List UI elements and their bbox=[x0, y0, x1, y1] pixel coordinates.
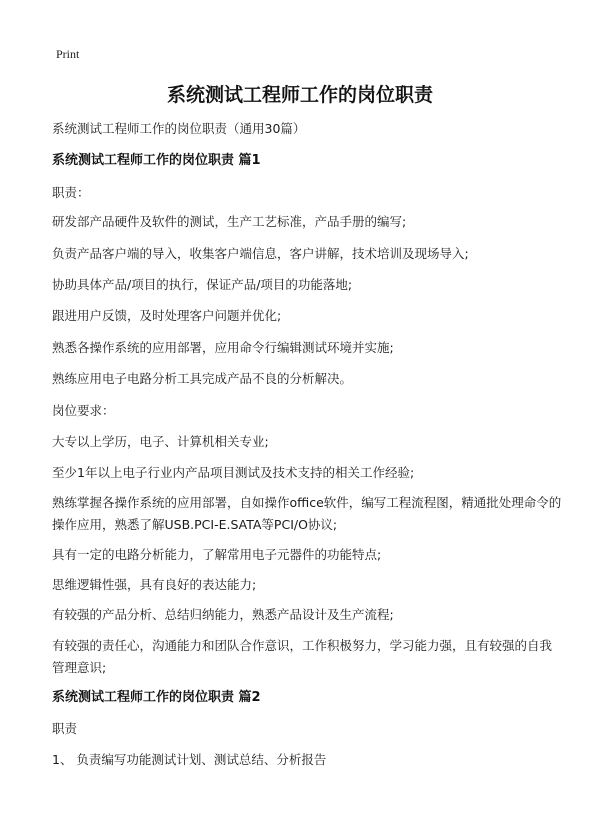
section1-duties-label: 职责： bbox=[52, 185, 90, 200]
document-subtitle: 系统测试工程师工作的岗位职责（通用30篇） bbox=[52, 121, 306, 136]
section2-item: 1、 负责编写功能测试计划、测试总结、分析报告 bbox=[52, 752, 327, 767]
requirement-item: 具有一定的电路分析能力，了解常用电子元器件的功能特点; bbox=[52, 547, 382, 562]
requirement-item: 有较强的责任心，沟通能力和团队合作意识，工作积极努力，学习能力强，且有较强的自我管理意识; bbox=[52, 638, 553, 675]
duty-item: 负责产品客户端的导入，收集客户端信息，客户讲解，技术培训及现场导入; bbox=[52, 246, 469, 261]
duty-item: 熟练应用电子电路分析工具完成产品不良的分析解决。 bbox=[52, 371, 353, 386]
requirement-item: 大专以上学历，电子、计算机相关专业; bbox=[52, 434, 269, 449]
duty-item: 跟进用户反馈，及时处理客户问题并优化; bbox=[52, 308, 282, 323]
duty-item: 研发部产品硬件及软件的测试，生产工艺标准，产品手册的编写; bbox=[52, 214, 407, 229]
section2-duties-label: 职责 bbox=[52, 721, 78, 736]
requirement-item: 有较强的产品分析、总结归纳能力，熟悉产品设计及生产流程; bbox=[52, 607, 394, 622]
section2-heading: 系统测试工程师工作的岗位职责 篇2 bbox=[52, 690, 261, 705]
duty-item: 协助具体产品/项目的执行，保证产品/项目的功能落地; bbox=[52, 277, 353, 292]
requirement-item: 至少1年以上电子行业内产品项目测试及技术支持的相关工作经验; bbox=[52, 465, 415, 480]
requirement-item: 思维逻辑性强，具有良好的表达能力; bbox=[52, 577, 257, 592]
document-title: 系统测试工程师工作的岗位职责 bbox=[166, 84, 433, 106]
print-label[interactable]: Print bbox=[56, 47, 80, 61]
section1-heading: 系统测试工程师工作的岗位职责 篇1 bbox=[52, 153, 261, 168]
duty-item: 熟悉各操作系统的应用部署，应用命令行编辑测试环境并实施; bbox=[52, 340, 394, 355]
section1-requirements-label: 岗位要求： bbox=[52, 403, 115, 418]
requirement-item: 熟练掌握各操作系统的应用部署，自如操作office软件，编写工程流程图，精通批处理命令的操作应用，熟悉了解USB.PCI-E.SATA等PCI/O协议; bbox=[52, 495, 562, 532]
